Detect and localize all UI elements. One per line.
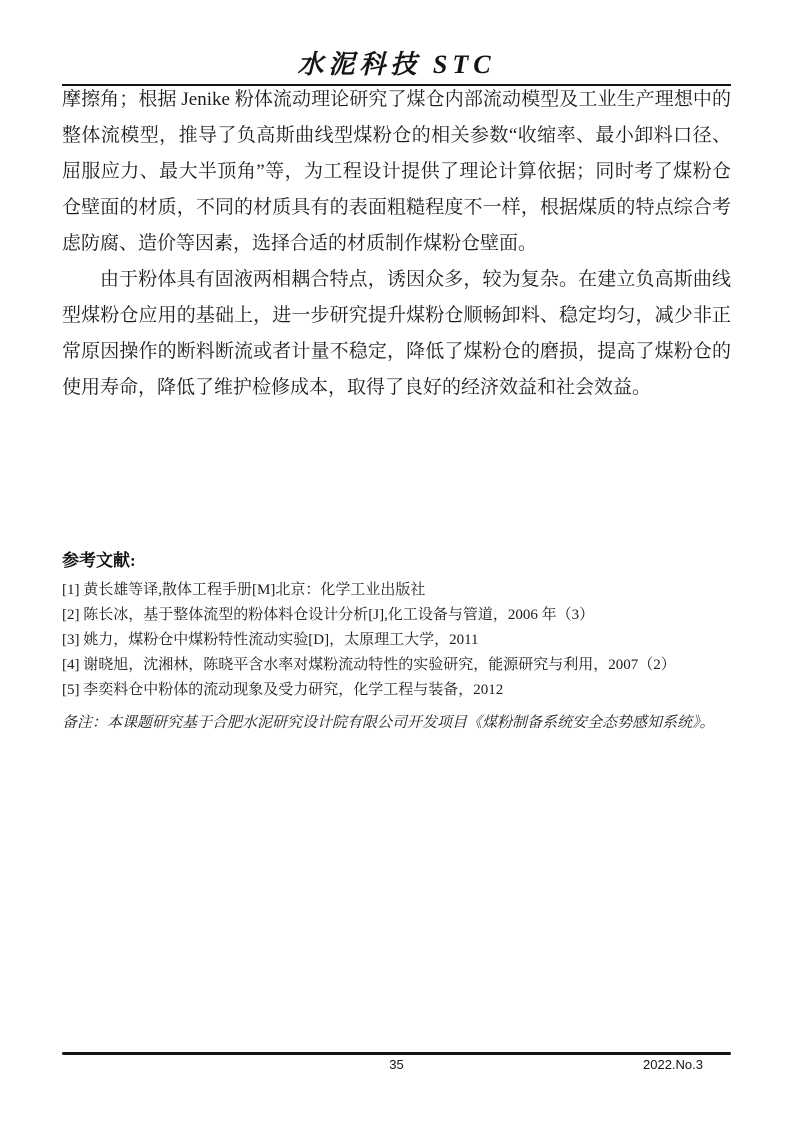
note-line: 备注：本课题研究基于合肥水泥研究设计院有限公司开发项目《煤粉制备系统安全态势感知系统》。 (62, 715, 715, 731)
references-heading: 参考文献: (62, 551, 136, 570)
journal-title: 水泥科技 STC (297, 50, 496, 79)
paragraph2-line-4: 使用寿命，降低了维护检修成本，取得了良好的经济效益和社会效益。 (62, 377, 652, 398)
reference-item-2: [2] 陈长冰，基于整体流型的粉体料仓设计分析[J],化工设备与管道，2006 年（3） (62, 607, 595, 623)
paragraph1-line-5: 虑防腐、造价等因素，选择合适的材质制作煤粉仓壁面。 (62, 233, 538, 254)
reference-item-1: [1] 黄长雄等译,散体工程手册[M]北京：化学工业出版社 (62, 582, 426, 598)
paragraph2-line-1: 由于粉体具有固液两相耦合特点，诱因众多，较为复杂。在建立负高斯曲线 (100, 269, 731, 290)
paragraph1-line-3: 屈服应力、最大半顶角”等，为工程设计提供了理论计算依据；同时考了煤粉仓 (62, 161, 731, 182)
paragraph2-line-3: 常原因操作的断料断流或者计量不稳定，降低了煤粉仓的磨损，提高了煤粉仓的 (62, 341, 731, 362)
references-section (62, 546, 731, 703)
reference-item-4: [4] 谢晓旭，沈湘林，陈晓平含水率对煤粉流动特性的实验研究，能源研究与利用，2007（2） (62, 657, 676, 673)
page-number: 35 (389, 1057, 404, 1072)
reference-item-5: [5] 李奕料仓中粉体的流动现象及受力研究，化学工程与装备，2012 (62, 682, 504, 698)
paragraph1-line-4: 仓壁面的材质，不同的材质具有的表面粗糙程度不一样，根据煤质的特点综合考 (62, 197, 731, 218)
footer-rule (62, 1052, 731, 1055)
reference-item-3: [3] 姚力，煤粉仓中煤粉特性流动实验[D]，太原理工大学，2011 (62, 632, 479, 648)
issue-label: 2022.No.3 (643, 1057, 703, 1072)
paragraph1-line-2: 整体流模型，推导了负高斯曲线型煤粉仓的相关参数“收缩率、最小卸料口径、 (62, 125, 731, 146)
body-text (62, 82, 731, 406)
paragraph1-line-1: 摩擦角；根据 Jenike 粉体流动理论研究了煤仓内部流动模型及工业生产理想中的 (62, 89, 731, 110)
paragraph2-line-2: 型煤粉仓应用的基础上，进一步研究提升煤粉仓顺畅卸料、稳定均匀，减少非正 (62, 305, 731, 326)
